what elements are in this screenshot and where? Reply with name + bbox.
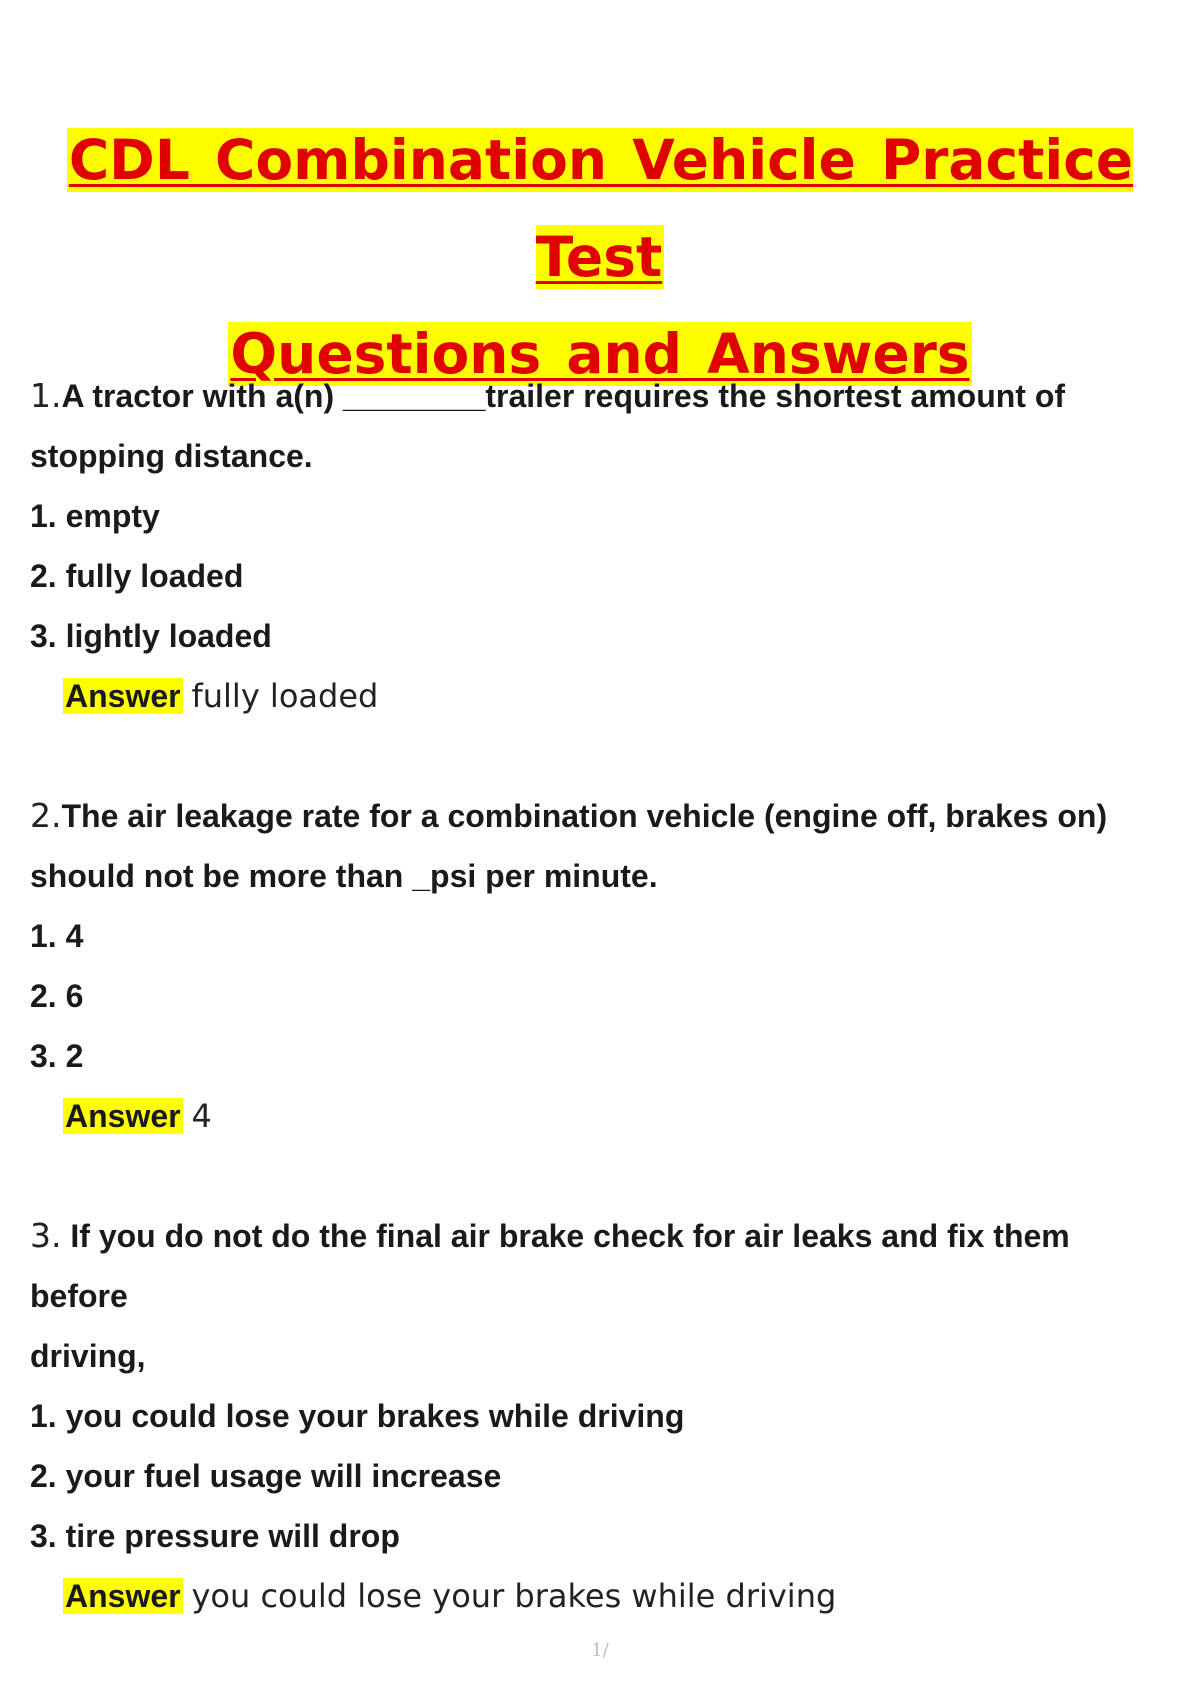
option-2: 2. your fuel usage will increase bbox=[30, 1458, 502, 1494]
answer-line bbox=[63, 666, 1170, 726]
question-2 bbox=[30, 786, 1170, 1146]
title-line-2: Questions and Answers bbox=[230, 322, 970, 386]
answer-label: Answer bbox=[65, 1578, 181, 1614]
question-text-continued: driving, bbox=[30, 1338, 146, 1374]
answer-label: Answer bbox=[65, 1098, 181, 1134]
option-3: 3. lightly loaded bbox=[30, 618, 272, 654]
question-text: 1.A tractor with a(n) ________trailer requires the shortest amount of bbox=[30, 376, 1066, 415]
question-text-continued: should not be more than _psi per minute. bbox=[30, 858, 658, 894]
option-1: 1. 4 bbox=[30, 918, 84, 954]
question-text: 3. If you do not do the final air brake check for air leaks and fix them before bbox=[30, 1216, 1070, 1314]
document-title bbox=[0, 112, 1200, 403]
option-1: 1. you could lose your brakes while driving bbox=[30, 1398, 685, 1434]
answer-label: Answer bbox=[65, 678, 181, 714]
option-3: 3. 2 bbox=[30, 1038, 84, 1074]
option-2: 2. fully loaded bbox=[30, 558, 244, 594]
answer-value: fully loaded bbox=[191, 677, 379, 715]
answer-value: you could lose your brakes while driving bbox=[191, 1577, 837, 1615]
page-number: 1/ bbox=[591, 1640, 609, 1661]
question-text-continued: stopping distance. bbox=[30, 438, 313, 474]
option-3: 3. tire pressure will drop bbox=[30, 1518, 400, 1554]
option-1: 1. empty bbox=[30, 498, 160, 534]
question-1 bbox=[30, 366, 1170, 726]
question-number: 2. bbox=[30, 796, 62, 835]
question-3 bbox=[30, 1206, 1170, 1626]
question-number: 1. bbox=[30, 376, 62, 415]
question-text: 2.The air leakage rate for a combination vehicle (engine off, brakes on) bbox=[30, 796, 1108, 835]
title-line-1: CDL Combination Vehicle Practice Test bbox=[68, 128, 1134, 289]
answer-value: 4 bbox=[191, 1097, 212, 1135]
answer-line bbox=[63, 1566, 1170, 1626]
answer-line bbox=[63, 1086, 1170, 1146]
question-number: 3. bbox=[30, 1216, 62, 1255]
option-2: 2. 6 bbox=[30, 978, 84, 1014]
